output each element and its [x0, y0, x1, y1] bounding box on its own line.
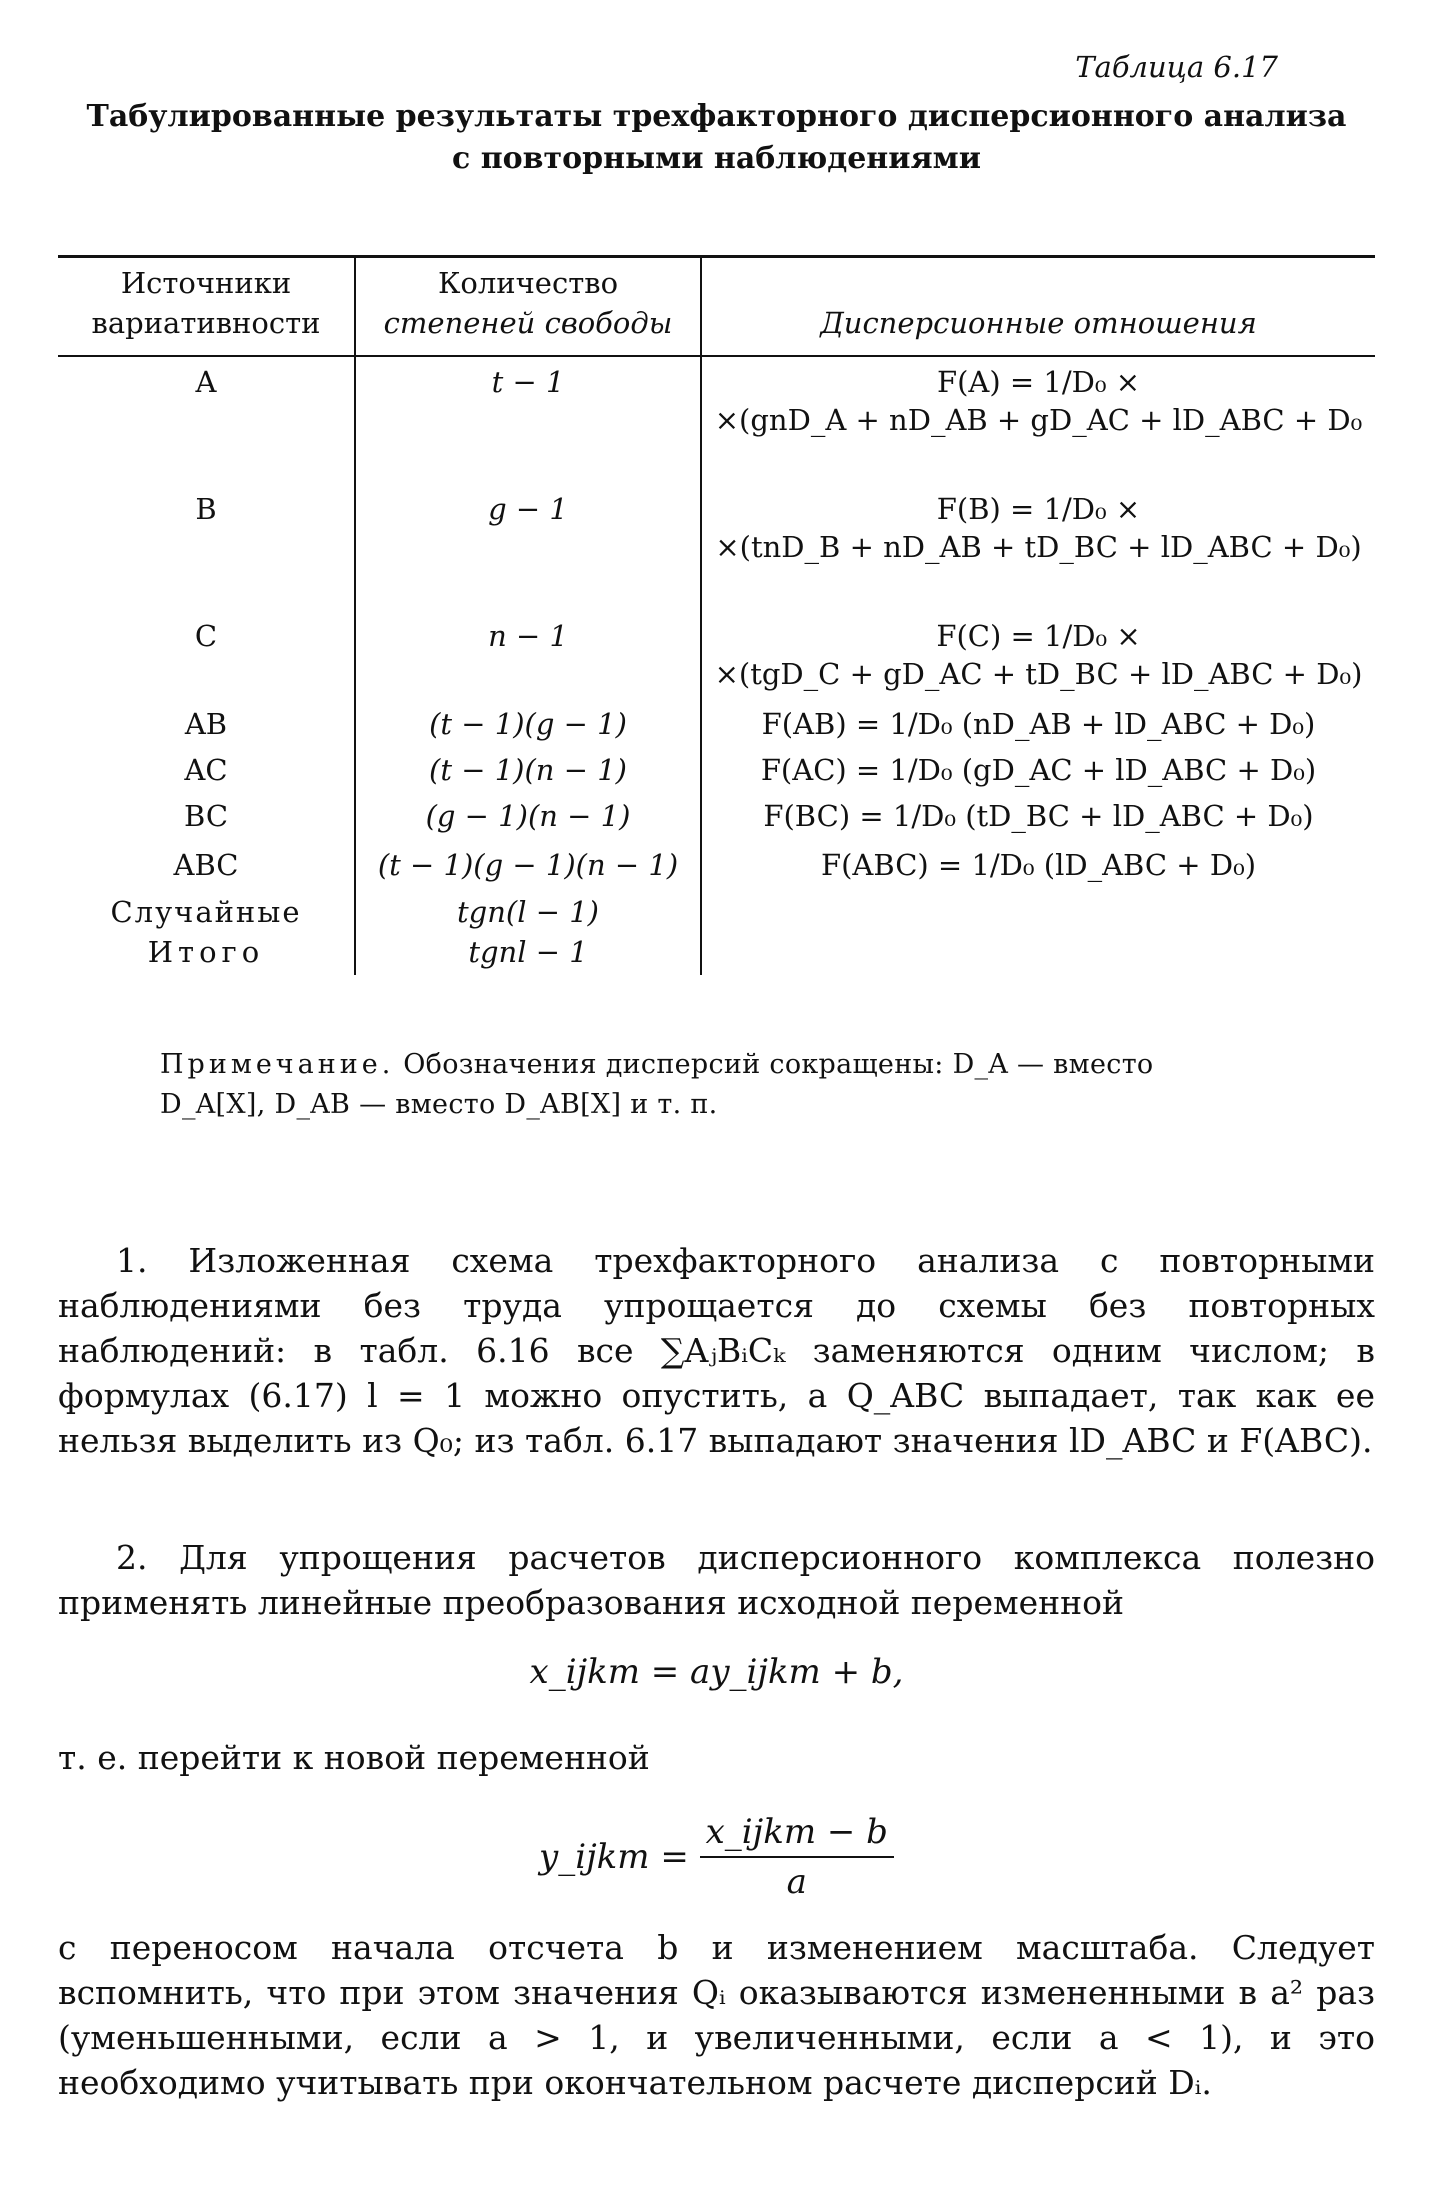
table-row-ratio: F(AC) = 1/D₀ (gD_AC + lD_ABC + D₀) [760, 753, 1317, 787]
table-number: Таблица 6.17 [1075, 50, 1278, 84]
table-row-source: ABC [173, 848, 239, 882]
formula-1: x_ijkm = ay_ijkm + b, [529, 1652, 904, 1692]
table-row-dof: n − 1 [488, 619, 568, 653]
table-row-ratio: F(B) = 1/D₀ × ×(tnD_B + nD_AB + tD_BC + lD_ABC + D₀) [715, 492, 1362, 564]
table-row-dof: (g − 1)(n − 1) [425, 799, 631, 833]
caption-line-1: Табулированные результаты трехфакторного дисперсионного анализа [86, 99, 1347, 134]
table-row-ratio: F(A) = 1/D₀ × ×(gnD_A + nD_AB + gD_AC + lD_ABC + D₀ [714, 365, 1363, 437]
formula-2 [58, 1812, 1375, 1902]
table-row-source: Итого [147, 935, 265, 969]
header-degrees-of-freedom: Количество степеней свободы [383, 266, 673, 340]
caption-line-2: с повторными наблюдениями [452, 141, 981, 176]
table-row-source: AC [184, 753, 228, 787]
table-header-rule [58, 355, 1375, 357]
paragraph-1: 1. Изложенная схема трехфакторного анализа с повторными наблюдениями без труда упрощается до схемы без повторных наблюдений: в табл. 6.16 все ∑AⱼBᵢCₖ заменяются одним числом; в формулах (6.17) l = 1 можно опустить, а Q_ABC выпадает, так как ее нельзя выделить из Q₀; из табл. 6.17 выпадают значения lD_ABC и F(ABC). [58, 1241, 1375, 1460]
table-note [160, 1045, 1310, 1125]
table-row-source: Случайные [110, 895, 302, 929]
note-text-1: Обозначения дисперсий сокращены: D_A — вместо [403, 1049, 1154, 1080]
table-row-dof: (t − 1)(n − 1) [429, 753, 627, 787]
table-row-dof: (t − 1)(g − 1) [429, 707, 627, 741]
paragraph-4: с переносом начала отсчета b и изменением масштаба. Следует вспомнить, что при этом значения Qᵢ оказываются измененными в a² раз (уменьшенными, если a > 1, и увеличенными, если a < 1), и это необходимо учитывать при окончательном расчете дисперсий Dᵢ. [58, 1928, 1375, 2102]
table-row-source: A [195, 365, 217, 399]
formula-2-fraction [700, 1812, 894, 1902]
table-row-ratio: F(ABC) = 1/D₀ (lD_ABC + D₀) [820, 848, 1257, 882]
table-row-dof: tgnl − 1 [468, 935, 588, 969]
formula-2-denominator: a [786, 1862, 807, 1902]
paragraph-3: т. е. перейти к новой переменной [58, 1738, 650, 1777]
formula-2-numerator: x_ijkm − b [700, 1812, 894, 1858]
table-row-ratio: F(BC) = 1/D₀ (tD_BC + lD_ABC + D₀) [763, 799, 1314, 833]
table-row-dof: (t − 1)(g − 1)(n − 1) [377, 848, 679, 882]
header-variance-ratios: Дисперсионные отношения [820, 306, 1257, 340]
table-row-source: C [194, 619, 218, 653]
note-label: Примечание. [160, 1049, 395, 1080]
formula-2-lhs: y_ijkm = [539, 1837, 689, 1877]
table-row-source: B [195, 492, 217, 526]
table-row-source: AB [184, 707, 228, 741]
table-top-rule [58, 255, 1375, 258]
table-row-dof: g − 1 [488, 492, 568, 526]
table-row-ratio: F(AB) = 1/D₀ (nD_AB + lD_ABC + D₀) [761, 707, 1316, 741]
note-text-2: D_A[X], D_AB — вместо D_AB[X] и т. п. [160, 1089, 718, 1120]
header-source: Источники вариативности [91, 266, 321, 340]
table-row-dof: tgn(l − 1) [457, 895, 599, 929]
table-row-dof: t − 1 [491, 365, 565, 399]
table-caption [40, 96, 1393, 180]
table-row-ratio: F(C) = 1/D₀ × ×(tgD_C + gD_AC + tD_BC + lD_ABC + D₀) [714, 619, 1363, 691]
table-row-source: BC [183, 799, 229, 833]
paragraph-2: 2. Для упрощения расчетов дисперсионного комплекса полезно применять линейные преобразования исходной переменной [58, 1538, 1375, 1622]
